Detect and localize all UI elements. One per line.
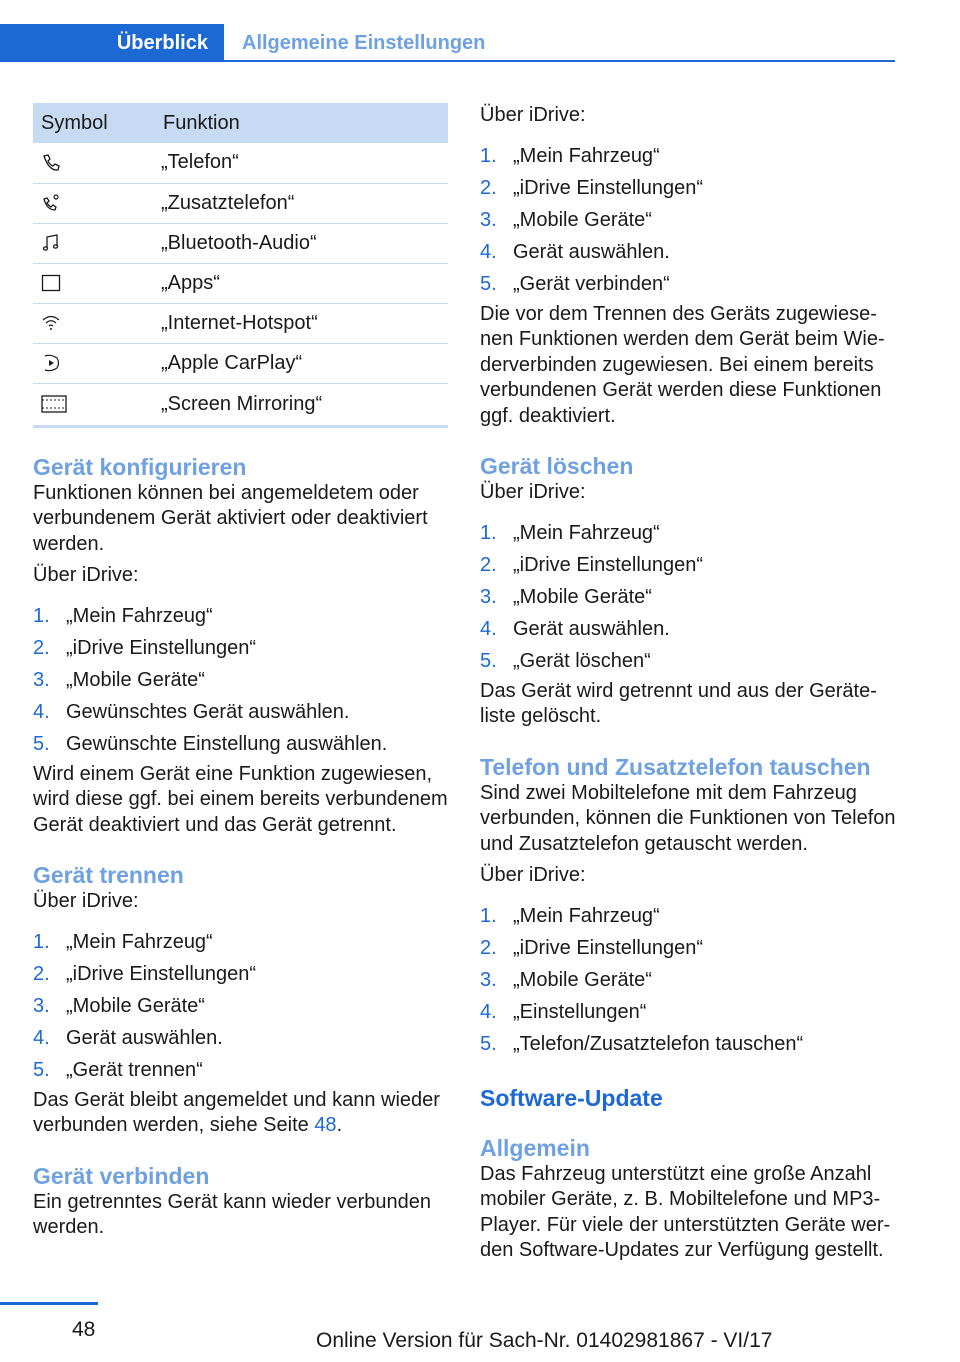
list-item: 1. „Mein Fahrzeug“: [480, 144, 660, 167]
table-row: [33, 223, 448, 263]
list-item: 3. „Mobile Geräte“: [480, 208, 652, 231]
page-number: 48: [72, 1318, 96, 1341]
table-cell-function: „Telefon“: [161, 143, 448, 183]
heading-general: Allgemein: [480, 1134, 590, 1161]
table-cell-function: „Zusatztelefon“: [161, 183, 448, 223]
heading-swap: Telefon und Zusatztelefon tauschen: [480, 753, 871, 780]
disconnect-note: Das Gerät bleibt angemeldet und kann wieder verbunden werden, siehe Seite 48.: [33, 1088, 440, 1136]
table-row: [33, 343, 448, 383]
table-cell-function: „Apple CarPlay“: [161, 343, 448, 383]
connect-intro: Ein getrenntes Gerät kann wieder verbunden werden.: [33, 1190, 432, 1238]
page-header: [0, 24, 895, 62]
list-item: 2. „iDrive Einstellungen“: [480, 936, 704, 959]
table-cell-function: „Apps“: [161, 263, 448, 303]
list-item: 5. „Gerät trennen“: [33, 1058, 203, 1081]
swap-via: Über iDrive:: [480, 864, 586, 886]
delete-via: Über iDrive:: [480, 481, 586, 503]
list-item: 3. „Mobile Geräte“: [33, 668, 205, 691]
list-item: 5. „Gerät verbinden“: [480, 272, 670, 295]
screen-mirroring-icon: [33, 383, 161, 426]
list-item: 4. Gerät auswählen.: [33, 1026, 223, 1049]
secondary-phone-icon: [33, 183, 161, 223]
swap-steps: [480, 900, 900, 1060]
swap-intro: Sind zwei Mobiltelefone mit dem Fahrzeug verbunden, können die Funktionen von Telefon und Zusatztelefon getauscht werden.: [480, 781, 896, 855]
list-item: 1. „Mein Fahrzeug“: [33, 930, 213, 953]
wifi-icon: [33, 303, 161, 343]
symbol-table: [33, 103, 448, 428]
heading-configure: Gerät konfigurieren: [33, 453, 247, 480]
disconnect-steps: [33, 926, 448, 1086]
apps-icon: [33, 263, 161, 303]
table-cell-function: „Internet-Hotspot“: [161, 303, 448, 343]
footer-online-version: Online Version für Sach-Nr. 01402981867 - VI/17: [316, 1329, 773, 1352]
list-item: 2. „iDrive Einstellungen“: [480, 553, 704, 576]
list-item: 3. „Mobile Geräte“: [480, 968, 652, 991]
list-item: 1. „Mein Fahrzeug“: [480, 521, 660, 544]
table-cell-function: „Bluetooth-Audio“: [161, 223, 448, 263]
configure-intro: Funktionen können bei angemeldetem oder verbundenem Gerät aktiviert oder deaktiviert werden.: [33, 481, 428, 555]
list-item: 4. Gewünschtes Gerät auswählen.: [33, 700, 350, 723]
left-column: [33, 103, 448, 1241]
tab-general-settings[interactable]: Allgemeine Einstellungen: [242, 32, 486, 54]
footer-divider: [0, 1302, 98, 1305]
table-row: [33, 263, 448, 303]
delete-steps: [480, 517, 900, 677]
list-item: 4. Gerät auswählen.: [480, 240, 670, 263]
delete-note: Das Gerät wird getrennt und aus der Geräteliste gelöscht.: [480, 679, 877, 727]
list-item: 2. „iDrive Einstellungen“: [33, 962, 257, 985]
configure-steps: [33, 600, 448, 760]
table-row: [33, 183, 448, 223]
heading-connect: Gerät verbinden: [33, 1162, 210, 1189]
list-item: 3. „Mobile Geräte“: [480, 585, 652, 608]
connect-via: Über iDrive:: [480, 104, 586, 126]
configure-via: Über iDrive:: [33, 564, 139, 586]
table-cell-function: „Screen Mirroring“: [161, 383, 448, 426]
tab-overview[interactable]: Überblick: [0, 24, 224, 62]
list-item: 5. Gewünschte Einstellung auswählen.: [33, 732, 388, 755]
list-item: 3. „Mobile Geräte“: [33, 994, 205, 1017]
heading-disconnect: Gerät trennen: [33, 862, 184, 888]
table-row: [33, 143, 448, 183]
table-header-symbol: Symbol: [33, 103, 161, 143]
page-reference-link[interactable]: 48: [314, 1114, 337, 1136]
heading-software-update: Software-Update: [480, 1084, 663, 1111]
phone-icon: [33, 143, 161, 183]
configure-note: Wird einem Gerät eine Funktion zugewiesen, wird diese ggf. bei einem bereits verbundenem Gerät deaktiviert und das Gerät getrennt.: [33, 762, 448, 836]
music-note-icon: [33, 223, 161, 263]
list-item: 4. Gerät auswählen.: [480, 617, 670, 640]
list-item: 1. „Mein Fahrzeug“: [480, 904, 660, 927]
connect-note: Die vor dem Trennen des Geräts zugewiesenen Funktionen werden dem Gerät beim Wiederverbinden zugewiesen. Bei einem bereits verbundenen Gerät werden diese Funktionen ggf. deaktiviert.: [480, 302, 885, 427]
software-intro: Das Fahrzeug unterstützt eine große Anzahl mobiler Geräte, z. B. Mobiltelefone und MP3-Player. Für viele der unterstützten Geräte werden Software-Updates zur Verfügung gestellt.: [480, 1162, 891, 1261]
heading-delete: Gerät löschen: [480, 453, 634, 479]
disconnect-via: Über iDrive:: [33, 890, 139, 912]
list-item: 4. „Einstellungen“: [480, 1000, 647, 1023]
carplay-icon: [33, 343, 161, 383]
connect-steps: [480, 140, 900, 300]
list-item: 1. „Mein Fahrzeug“: [33, 604, 213, 627]
list-item: 2. „iDrive Einstellungen“: [33, 636, 257, 659]
table-header-function: Funktion: [161, 103, 448, 143]
table-row: [33, 303, 448, 343]
list-item: 2. „iDrive Einstellungen“: [480, 176, 704, 199]
table-row: [33, 383, 448, 426]
list-item: 5. „Gerät löschen“: [480, 649, 651, 672]
right-column: [480, 103, 900, 1264]
list-item: 5. „Telefon/Zusatztelefon tauschen“: [480, 1032, 804, 1055]
